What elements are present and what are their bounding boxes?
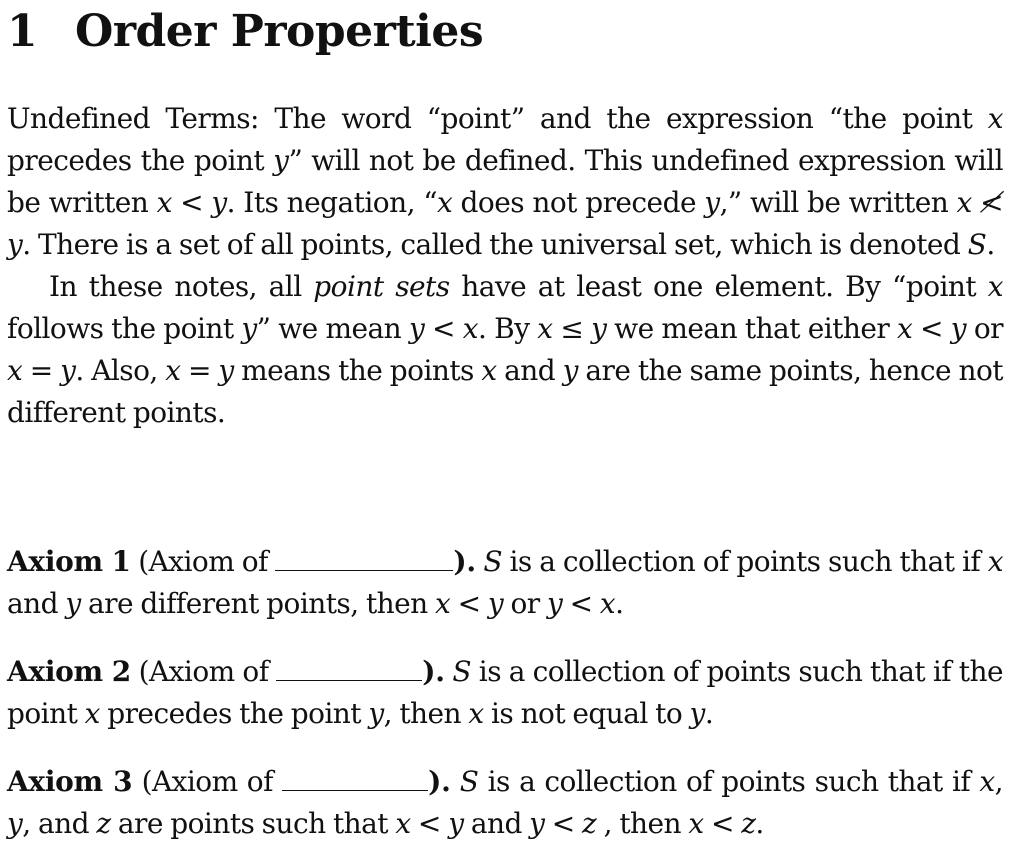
axiom-1-blank xyxy=(275,546,453,571)
intro-text xyxy=(7,98,1003,434)
axiom-3: Axiom 3 (Axiom of ). S is a collection of points such that if x, y, and z are points such that x < y and y < z , then x < z. xyxy=(7,765,1004,840)
axiom-1-label: Axiom 1 xyxy=(7,545,131,578)
section-heading xyxy=(7,6,483,57)
axiom-3-label: Axiom 3 xyxy=(7,765,133,798)
paragraph-undefined-terms: Undefined Terms: The word “point” and the expression “the point x precedes the point y” will not be defined. This undefined expression will be written x < y. Its negation, “x does not precede y,” will be written x ≮ y. There is a set of all points, called the universal set, which is denoted S. xyxy=(7,102,1003,261)
paragraph-point-sets: In these notes, all point sets have at least one element. By “point x follows the point y” we mean y < x. By x ≤ y we mean that either x < y or x = y. Also, x = y means the points x and y are the same points, hence not different points. xyxy=(7,270,1004,429)
axiom-1: Axiom 1 (Axiom of ). S is a collection of points such that if x and y are different points, then x < y or y < x. xyxy=(7,545,1004,620)
axiom-2-blank xyxy=(276,656,422,681)
axiom-2: Axiom 2 (Axiom of ). S is a collection of points such that if the point x precedes the point y, then x is not equal to y. xyxy=(7,655,1004,730)
section-number: 1 xyxy=(7,6,38,57)
section-title: Order Properties xyxy=(75,6,484,57)
axiom-3-blank xyxy=(282,766,428,791)
axiom-2-label: Axiom 2 xyxy=(7,655,131,688)
